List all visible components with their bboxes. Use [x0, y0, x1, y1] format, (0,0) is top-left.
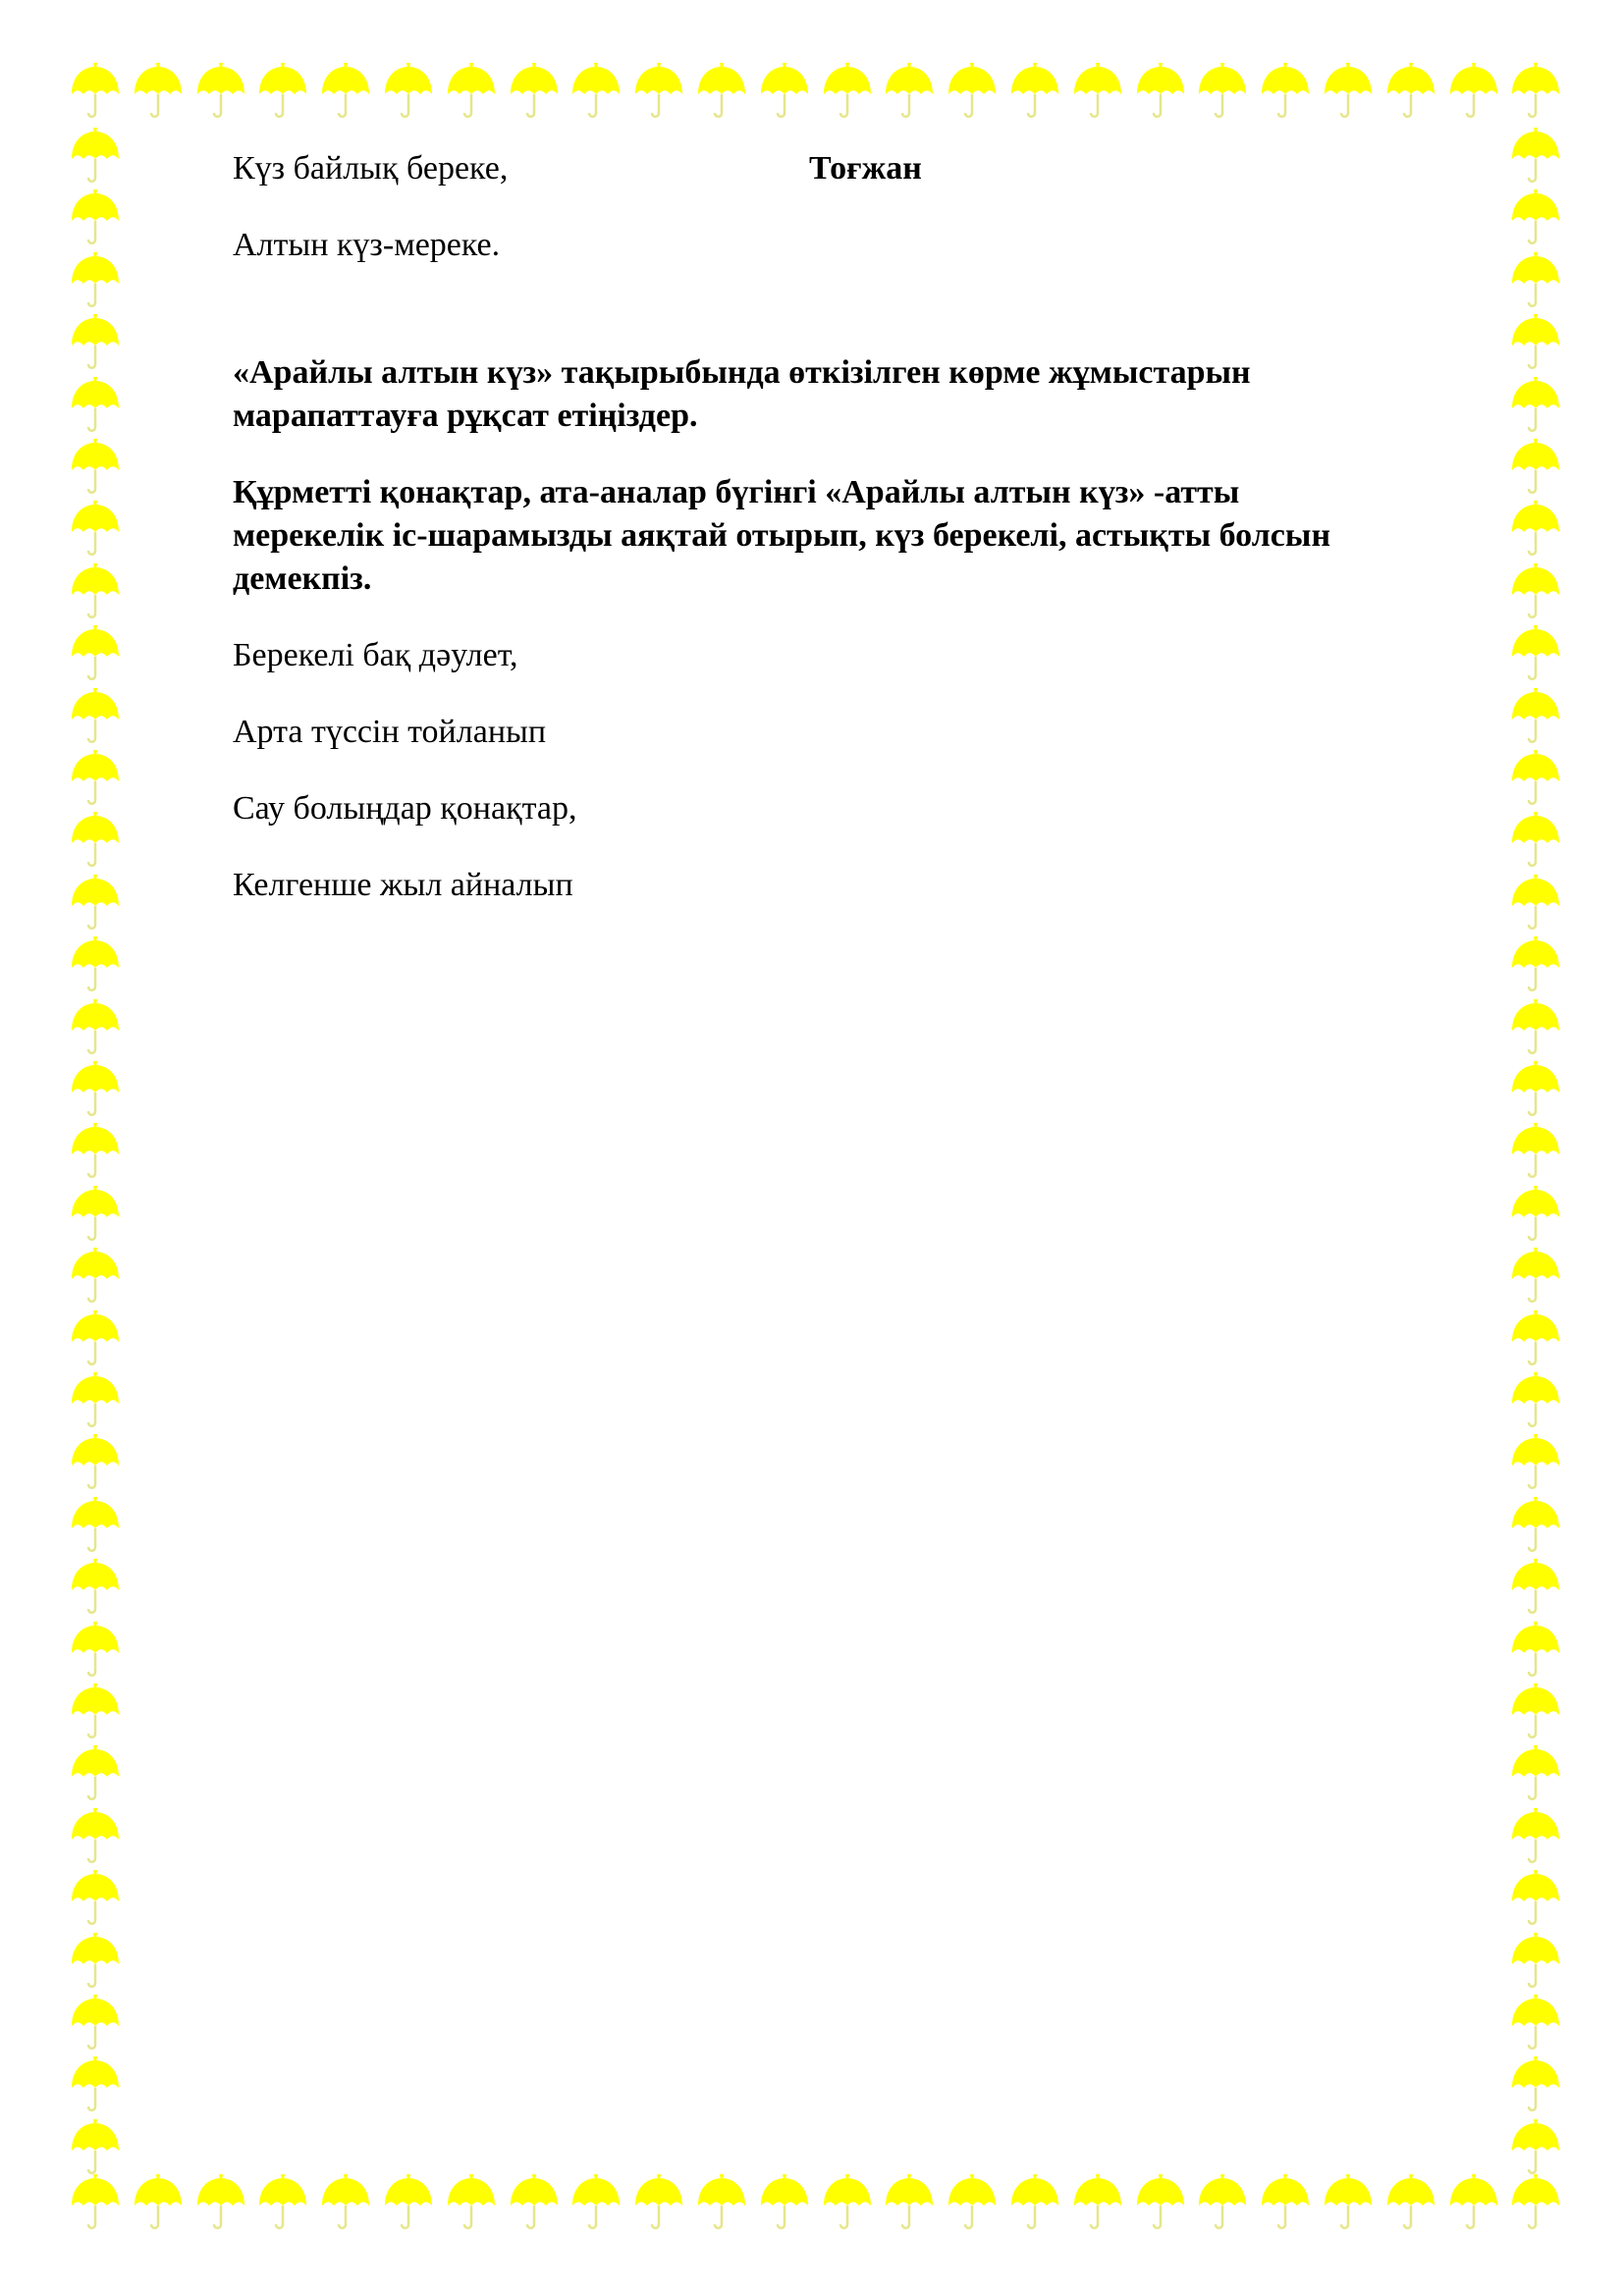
umbrella-icon: [761, 2174, 808, 2228]
paragraph-2-line-1: Құрметті қонақтар, ата-аналар бүгінгі «Арайлы алтын күз» -атты: [233, 474, 1240, 510]
umbrella-icon: [72, 1622, 119, 1676]
umbrella-icon: [72, 128, 119, 182]
umbrella-icon: [72, 750, 119, 804]
umbrella-icon: [572, 63, 620, 117]
umbrella-icon: [72, 1061, 119, 1115]
poem-line-1: Берекелі бақ дәулет,: [233, 637, 518, 673]
header-row: [233, 147, 1509, 190]
umbrella-icon: [448, 2174, 495, 2228]
umbrella-icon: [1325, 63, 1372, 117]
border-bottom: [72, 2174, 1559, 2228]
umbrella-icon: [72, 1808, 119, 1862]
umbrella-icon: [1512, 1123, 1559, 1177]
umbrella-icon: [135, 2174, 182, 2228]
umbrella-icon: [1512, 812, 1559, 866]
umbrella-icon: [1512, 1683, 1559, 1737]
border-right: [1512, 128, 1559, 2173]
umbrella-icon: [1262, 2174, 1309, 2228]
umbrella-icon: [886, 2174, 933, 2228]
umbrella-icon: [1512, 1995, 1559, 2049]
umbrella-icon: [1074, 2174, 1121, 2228]
umbrella-icon: [72, 812, 119, 866]
umbrella-icon: [72, 63, 119, 117]
umbrella-icon: [698, 2174, 745, 2228]
umbrella-icon: [72, 1310, 119, 1364]
umbrella-icon: [1512, 999, 1559, 1053]
umbrella-icon: [72, 563, 119, 617]
umbrella-icon: [72, 688, 119, 742]
umbrella-icon: [511, 63, 558, 117]
border-left: [72, 128, 119, 2173]
umbrella-icon: [1512, 936, 1559, 990]
umbrella-icon: [1325, 2174, 1372, 2228]
umbrella-icon: [72, 252, 119, 306]
umbrella-icon: [1450, 2174, 1497, 2228]
umbrella-icon: [1512, 1745, 1559, 1799]
umbrella-icon: [1387, 2174, 1435, 2228]
paragraph-1-line-1: «Арайлы алтын күз» тақырыбында өткізілген көрме жұмыстарын: [233, 354, 1251, 391]
umbrella-icon: [635, 2174, 682, 2228]
umbrella-icon: [1512, 63, 1559, 117]
umbrella-icon: [1512, 1870, 1559, 1924]
paragraph-2-line-3: демекпіз.: [233, 561, 372, 597]
umbrella-icon: [1512, 314, 1559, 368]
umbrella-icon: [635, 63, 682, 117]
umbrella-icon: [1199, 63, 1246, 117]
umbrella-icon: [72, 1123, 119, 1177]
umbrella-icon: [1512, 2056, 1559, 2110]
umbrella-icon: [72, 189, 119, 243]
umbrella-icon: [1512, 1497, 1559, 1551]
umbrella-icon: [72, 2119, 119, 2173]
author-name: Тоғжан: [809, 150, 922, 187]
umbrella-icon: [259, 63, 306, 117]
umbrella-icon: [1512, 1434, 1559, 1488]
umbrella-icon: [1512, 563, 1559, 617]
paragraph-2-line-2: мерекелік іс-шарамызды аяқтай отырып, күз берекелі, астықты болсын: [233, 517, 1331, 554]
umbrella-icon: [698, 63, 745, 117]
umbrella-icon: [1137, 63, 1184, 117]
poem-line-4: Келгенше жыл айналып: [233, 867, 573, 903]
umbrella-icon: [72, 2174, 119, 2228]
umbrella-icon: [1512, 1186, 1559, 1240]
umbrella-icon: [1011, 2174, 1058, 2228]
umbrella-icon: [1387, 63, 1435, 117]
umbrella-icon: [824, 63, 871, 117]
umbrella-icon: [197, 63, 244, 117]
umbrella-icon: [72, 439, 119, 493]
umbrella-icon: [322, 2174, 369, 2228]
umbrella-icon: [72, 1745, 119, 1799]
umbrella-icon: [1011, 63, 1058, 117]
umbrella-icon: [824, 2174, 871, 2228]
umbrella-icon: [1262, 63, 1309, 117]
umbrella-icon: [1512, 2119, 1559, 2173]
umbrella-icon: [1512, 439, 1559, 493]
umbrella-icon: [72, 1248, 119, 1302]
umbrella-icon: [948, 63, 996, 117]
umbrella-icon: [72, 875, 119, 929]
header-line-2: Алтын күз-мереке.: [233, 227, 501, 263]
umbrella-icon: [1512, 252, 1559, 306]
umbrella-icon: [886, 63, 933, 117]
umbrella-icon: [1512, 1933, 1559, 1987]
header-line-1: Күз байлық береке,: [233, 150, 509, 187]
umbrella-icon: [385, 2174, 432, 2228]
umbrella-icon: [72, 314, 119, 368]
umbrella-icon: [1512, 1248, 1559, 1302]
umbrella-icon: [1512, 189, 1559, 243]
umbrella-icon: [448, 63, 495, 117]
umbrella-icon: [197, 2174, 244, 2228]
umbrella-icon: [72, 1870, 119, 1924]
poem-line-3: Сау болыңдар қонақтар,: [233, 790, 577, 827]
umbrella-icon: [1512, 875, 1559, 929]
umbrella-icon: [72, 625, 119, 679]
border-top: [72, 63, 1559, 117]
umbrella-icon: [1512, 501, 1559, 555]
umbrella-icon: [72, 1933, 119, 1987]
umbrella-icon: [72, 936, 119, 990]
umbrella-icon: [1512, 1061, 1559, 1115]
umbrella-icon: [72, 999, 119, 1053]
umbrella-icon: [72, 2056, 119, 2110]
umbrella-icon: [1074, 63, 1121, 117]
umbrella-icon: [385, 63, 432, 117]
umbrella-icon: [72, 1559, 119, 1613]
umbrella-icon: [1512, 1559, 1559, 1613]
umbrella-icon: [72, 1683, 119, 1737]
umbrella-icon: [72, 501, 119, 555]
umbrella-icon: [761, 63, 808, 117]
umbrella-icon: [1512, 1622, 1559, 1676]
umbrella-icon: [72, 1995, 119, 2049]
umbrella-icon: [1512, 625, 1559, 679]
umbrella-icon: [1512, 1310, 1559, 1364]
document-body: [233, 147, 1509, 907]
umbrella-icon: [1512, 688, 1559, 742]
umbrella-icon: [72, 1497, 119, 1551]
umbrella-icon: [72, 1434, 119, 1488]
umbrella-icon: [1512, 750, 1559, 804]
umbrella-icon: [1512, 377, 1559, 431]
umbrella-icon: [72, 377, 119, 431]
umbrella-icon: [1512, 2174, 1559, 2228]
umbrella-icon: [1199, 2174, 1246, 2228]
umbrella-icon: [1512, 1372, 1559, 1426]
umbrella-icon: [948, 2174, 996, 2228]
paragraph-1-line-2: марапаттауға рұқсат етіңіздер.: [233, 398, 698, 434]
umbrella-icon: [135, 63, 182, 117]
umbrella-icon: [1512, 1808, 1559, 1862]
poem-line-2: Арта түссін тойланып: [233, 714, 547, 750]
umbrella-icon: [1450, 63, 1497, 117]
umbrella-icon: [72, 1372, 119, 1426]
umbrella-icon: [1512, 128, 1559, 182]
umbrella-icon: [572, 2174, 620, 2228]
umbrella-icon: [322, 63, 369, 117]
umbrella-icon: [1137, 2174, 1184, 2228]
umbrella-icon: [259, 2174, 306, 2228]
umbrella-icon: [72, 1186, 119, 1240]
umbrella-icon: [511, 2174, 558, 2228]
